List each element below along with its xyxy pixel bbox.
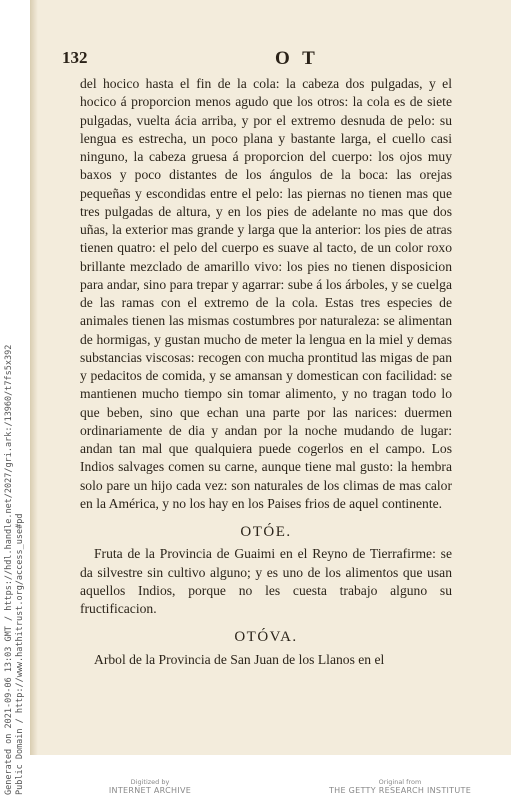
page-body bbox=[80, 75, 452, 669]
stamp-line-generated: Generated on 2021-09-06 13:03 GMT / https://hdl.handle.net/2027/gri.ark:/13960/t7fs5x392 bbox=[4, 344, 14, 795]
entry-text-otoe: Fruta de la Provincia de Guaimi en el Reyno de Tierrafirme: se da silvestre sin cultivo alguno; y es uno de los alimentos que usan aquellos Indios, porque no les cuesta trabajo alguno su fructificacion. bbox=[80, 546, 452, 616]
hathitrust-stamp bbox=[0, 0, 30, 800]
page-gutter bbox=[30, 0, 38, 755]
original-from-credit bbox=[310, 778, 490, 796]
internet-archive-label: INTERNET ARCHIVE bbox=[108, 786, 192, 795]
getty-institute-label: THE GETTY RESEARCH INSTITUTE bbox=[328, 786, 472, 795]
entry-title-otova: OTÓVA. bbox=[234, 629, 298, 646]
page-footer bbox=[30, 778, 511, 800]
stamp-line-license: Public Domain / http://www.hathitrust.org/access_use#pd bbox=[15, 513, 25, 795]
running-head: O T bbox=[275, 48, 319, 69]
digitized-by-credit bbox=[90, 778, 210, 796]
entry-title-otoe: OTÓE. bbox=[240, 524, 292, 540]
original-from-label: Original from bbox=[378, 778, 422, 786]
body-paragraph: del hocico hasta el fin de la cola: la cabeza dos pulgadas, y el hocico á proporcion menos agudo que los otros: la cola es de siete pulgadas, vuelta ácia arriba, y por el extremo desnuda de pelo: su lengua es estrecha, un poco plana y bastante larga, el cuello casi ninguno, la cabeza gruesa á proporcion del cuerpo: los ojos muy baxos y poco distantes de los ángulos de la boca: las orejas pequeñas y escondidas entre el pelo: las piernas no tienen mas que tres pulgadas de altura, y en los pies de adelante no mas que dos uñas, la exterior mas grande y larga que la anterior: los pies de atras tienen quatro: el pelo del cuerpo es suave al tacto, de un color roxo brillante mezclado de amarillo vivo: los pies no tienen disposicion para andar, sino para trepar y agarrar: sube á los árboles, y se cuelga de las ramas con el extremo de la cola. Estas tres especies de animales tienen las mismas costumbres por naturaleza: se alimentan de hormigas, y gustan mucho de meter la lengua en la miel y demas substancias viscosas: recogen con mucha prontitud las migas de pan y pedacitos de comida, y se amansan y domestican con facilidad: se mantienen mucho tiempo sin tomar alimento, y no tragan todo lo que beben, sino que echan una parte por las narices: duermen ordinariamente de dia y andan por la noche mudando de lugar: andan tan mal que qualquiera puede cogerlos en el campo. Los Indios salvages comen su carne, aunque tiene mal gusto: la hembra solo pare un hijo cada vez: son naturales de los climas de mas calor en la América, y no los hay en los Paises frios de aquel continente. bbox=[80, 76, 452, 511]
page-number: 132 bbox=[62, 48, 88, 67]
digitized-by-label: Digitized by bbox=[130, 778, 170, 786]
entry-text-otova: Arbol de la Provincia de San Juan de los Llanos en el bbox=[94, 651, 385, 667]
